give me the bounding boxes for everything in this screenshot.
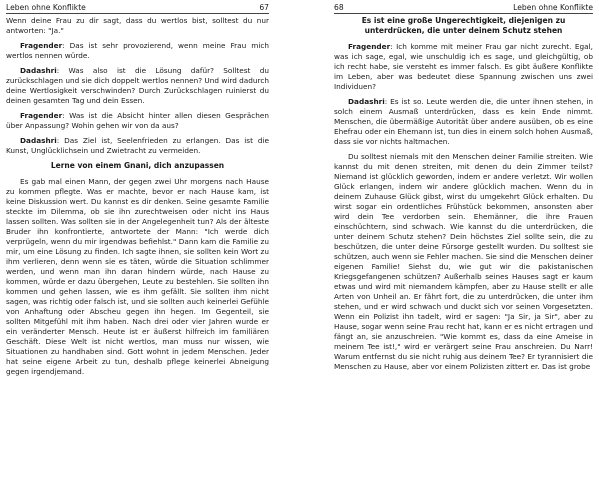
right-header-title: Leben ohne Konflikte <box>513 3 593 12</box>
right-answer-1 <box>334 97 593 147</box>
left-header-title: Leben ohne Konflikte <box>6 3 86 12</box>
left-question-1 <box>6 41 269 61</box>
left-question-2 <box>6 111 269 131</box>
question-text: : Was ist die Absicht hinter allen diesen Gesprächen über Anpassung? Wohin gehen wir von da aus? <box>6 110 269 130</box>
left-running-header <box>6 2 269 14</box>
answer-text: : Was also ist die Lösung dafür? Solltest du zurückschlagen und sie dich doppelt wertlos nennen? Und wird dadurch deine Wertlosigkeit verschwinden? Durch Zurückschlagen ruinierst du deinen gesamten Tag und dein Essen. <box>6 65 270 105</box>
speaker-fragender: Fragender <box>20 40 63 50</box>
question-text: : Ich komme mit meiner Frau gar nicht zurecht. Egal, was ich sage, egal, wie unschuldig ich es sage, und gleichgültig, ob ich recht habe, sie versteht es immer falsch. Es gibt äußere Konflikte im Leben, aber was bedeutet diese Spannung zwischen uns zwei Individuen? <box>334 42 593 91</box>
speaker-fragender: Fragender <box>348 42 391 51</box>
left-body-text <box>6 16 269 382</box>
speaker-fragender: Fragender <box>20 110 63 120</box>
left-story-paragraph: Es gab mal einen Mann, der gegen zwei Uhr morgens nach Hause zu kommen pflegte. Was er machte, bevor er nach Hause kam, ist keine Diskussion wert. Du kannst es dir denken. Seine gesamte Familie steckte im Dilemma, ob sie ihn zurechtweisen oder nicht ins Haus lassen sollten. Was sollten sie in der Angelegenheit tun? Als der älteste Bruder ihn konfrontierte, antwortete der Mann: "Ich werde dich verprügeln, wenn du mir irgendwas befiehlst." Dann kam die Familie zu mir, um eine Lösung zu finden. Ich sagte ihnen, sie sollten kein Wort zu ihm verlieren, denn wenn sie es täten, würde die Situation schlimmer werden, und wenn man ihn daran hindern würde, nach Hause zu kommen, würde er dazu übergehen, Leute zu bestehlen. Sie sollten ihn kommen und gehen lassen, wie es ihm gefällt. Sie sollten ihm nicht sagen, was richtig oder falsch ist, und sie sollten auch keinerlei Gefühle von Anhaftung oder Abscheu gegen ihn hegen. Im Gegenteil, sie sollten Mitgefühl mit ihm haben. Nach drei oder vier Jahren wurde er ein veränderter Mensch. Heute ist er äußerst hilfreich im familiären Geschäft. Diese Welt ist nicht wertlos, man muss nur wissen, wie Situationen zu handhaben sind. Gott wohnt in jedem Menschen. Jeder hat seine eigene Arbeit zu tun, deshalb pflege keinerlei Abneigung gegen irgendjemand. <box>6 176 269 376</box>
left-page-number: 67 <box>259 3 269 12</box>
answer-text: : Es ist so. Leute werden die, die unter ihnen stehen, in solch einem Ausmaß unterdrücken, dass es kein Ende nimmt. Menschen, die übermäßige Autorität über andere ausüben, ob es eine Ehefrau oder ein Ehemann ist, tun dies in einem solch hohen Ausmaß, dass sie vor nichts haltmachen. <box>334 96 593 146</box>
right-running-header <box>334 2 593 14</box>
right-page-number: 68 <box>334 3 344 12</box>
answer-text: : Das Ziel ist, Seelenfrieden zu erlangen. Das ist die Kunst, Unglücklichsein und Zwietracht zu vermeiden. <box>6 135 269 155</box>
speaker-dadashri: Dadashri <box>348 96 385 106</box>
speaker-dadashri: Dadashri <box>20 135 57 145</box>
left-paragraph-opening: Wenn deine Frau zu dir sagt, dass du wertlos bist, solltest du nur antworten: "Ja." <box>6 16 269 35</box>
right-question-1 <box>334 42 593 92</box>
left-section-heading: Lerne von einem Gnani, dich anzupassen <box>50 160 225 170</box>
speaker-dadashri: Dadashri <box>20 65 57 75</box>
left-answer-1 <box>6 66 269 106</box>
left-answer-2 <box>6 136 269 156</box>
question-text: : Das ist sehr provozierend, wenn meine Frau mich wertlos nennen würde. <box>6 40 269 60</box>
right-page <box>300 0 599 484</box>
right-long-paragraph: Du solltest niemals mit den Menschen deiner Familie streiten. Wie kannst du mit denen streiten, mit denen du dein Zimmer teilst? Niemand ist glücklich geworden, indem er andere verletzt. Wir wollen Glück erlangen, indem wir andere glücklich machen. Wenn du in deinem Zuhause Glück gibst, wirst du umgekehrt Glück erhalten. Du wirst sogar ein ordentliches Frühstück bekommen, ansonsten aber wird dein Tee verdorben sein. Ehemänner, die ihre Frauen einschüchtern, sind schwach. Wie kannst du die unterdrücken, die unter deinem Schutz stehen? Dein höchstes Ziel sollte sein, die zu beschützen, die unter deine Fürsorge gestellt wurden. Du solltest sie schützen, auch wenn sie Fehler machen. Sie sind die Menschen deiner eigenen Familie! Siehst du, wie gut wir die pakistanischen Kriegsgefangenen schützen? Außerhalb seines Hauses sagt er kaum etwas und wird mit niemandem kämpfen, aber zu Hause stellt er alle Arten von Unheil an. Er fährt fort, die zu unterdrücken, die unter ihm stehen, und er wird schwach und duckt sich vor seinen Vorgesetzten. Wenn ein Polizist ihn tadelt, wird er sagen: "Ja Sir, ja Sir", aber zu Hause, sogar wenn seine Frau recht hat, kann er es nicht ertragen und fängt an, sie anzuschreien. "Wie kommt es, dass da eine Ameise in meinem Tee ist!," wird er verärgert seine Frau anschreien. Du Narr! Warum entfernst du sie nicht ruhig aus deinem Tee? Er tyrannisiert die Menschen zu Hause, aber vor einem Polizisten zittert er. Das ist grobe <box>334 151 593 371</box>
right-section-heading: Es ist eine große Ungerechtigkeit, diejenigen zu unterdrücken, die unter deinem Schutz stehen <box>361 16 566 35</box>
left-page <box>0 0 299 484</box>
right-body-text <box>334 16 593 377</box>
